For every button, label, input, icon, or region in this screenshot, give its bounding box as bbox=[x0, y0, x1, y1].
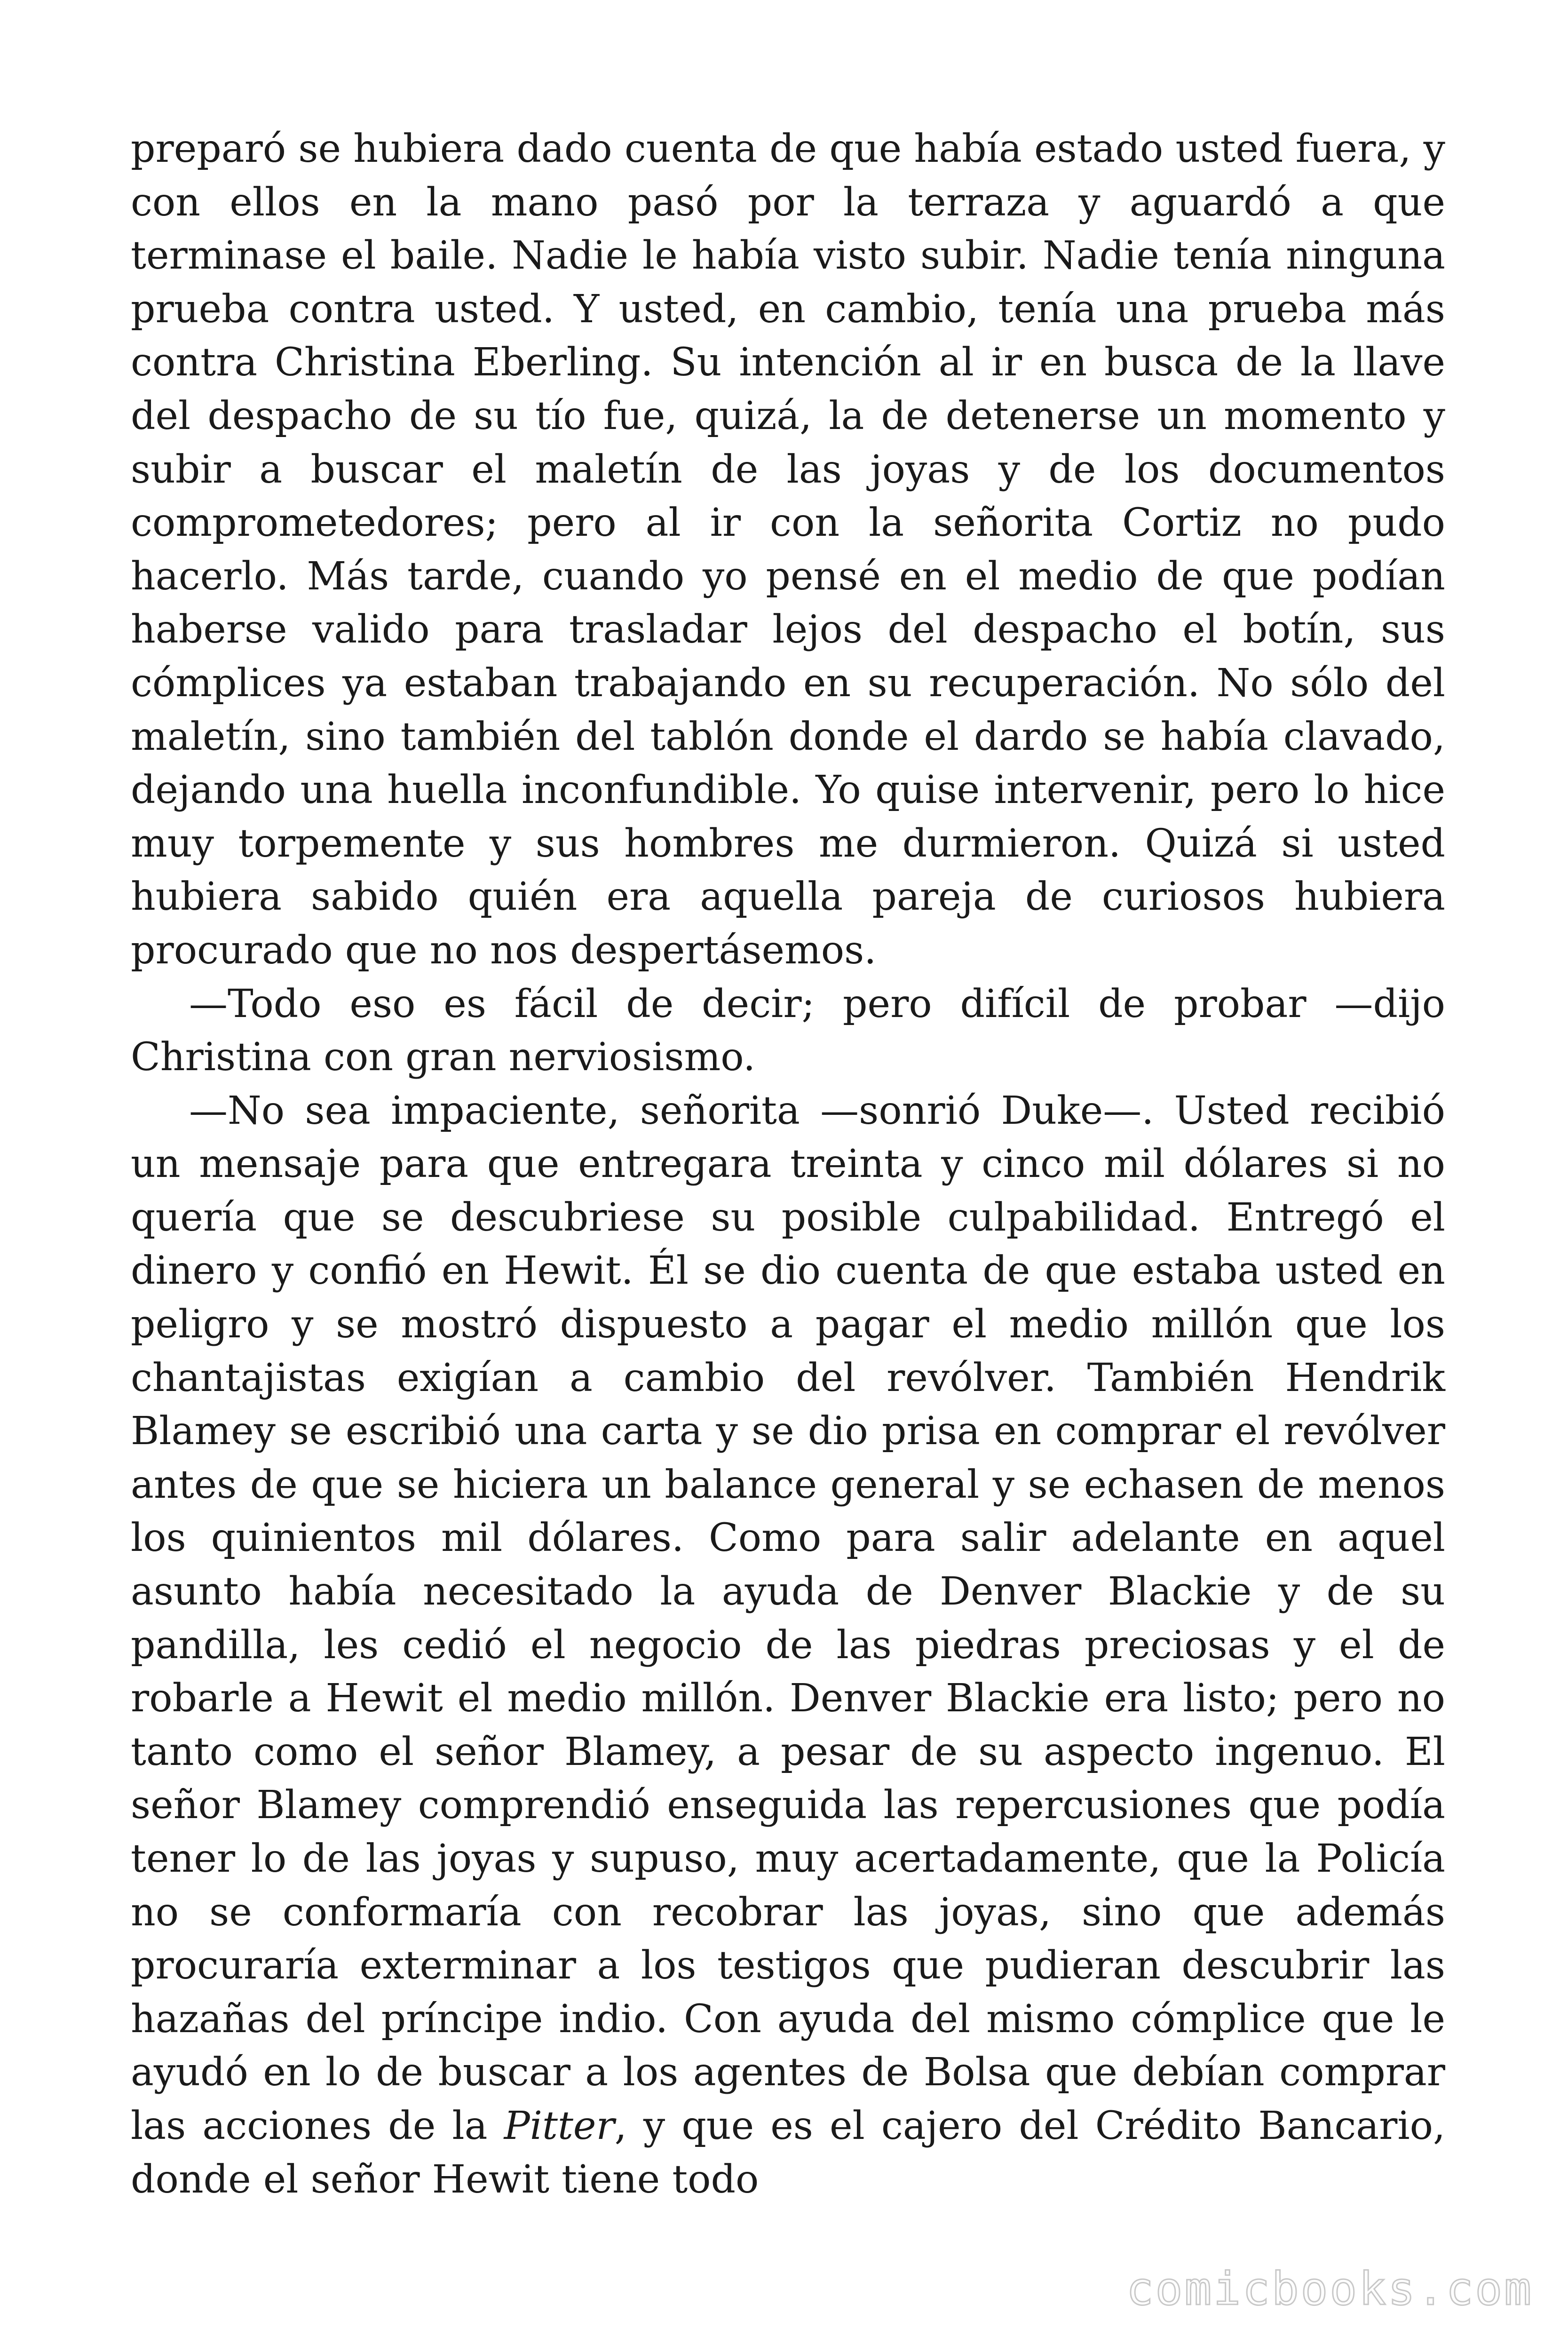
paragraph-1: preparó se hubiera dado cuenta de que había estado usted fuera, y con ellos en la mano pasó por la terraza y aguardó a que terminase el baile. Nadie le había visto subir. Nadie tenía ninguna prueba contra usted. Y usted, en cambio, tenía una prueba más contra Christina Eberling. Su intención al ir en busca de la llave del despacho de su tío fue, quizá, la de detenerse un momento y subir a buscar el maletín de las joyas y de los documentos comprometedores; pero al ir con la señorita Cortiz no pudo hacerlo. Más tarde, cuando yo pensé en el medio de que podían haberse valido para trasladar lejos del despacho el botín, sus cómplices ya estaban trabajando en su recuperación. No sólo del maletín, sino también del tablón donde el dardo se había clavado, dejando una huella inconfundible. Yo quise intervenir, pero lo hice muy torpemente y sus hombres me durmieron. Quizá si usted hubiera sabido quién era aquella pareja de curiosos hubiera procurado que no nos despertásemos. bbox=[131, 127, 1445, 973]
page-body bbox=[131, 122, 1445, 2206]
paragraph-3-text-before: —No sea impaciente, señorita —sonrió Duke—. Usted recibió un mensaje para que entregara treinta y cinco mil dólares si no quería que se descubriese su posible culpabilidad. Entregó el dinero y confió en Hewit. Él se dio cuenta de que estaba usted en peligro y se mostró dispuesto a pagar el medio millón que los chantajistas exigían a cambio del revólver. También Hendrik Blamey se escribió una carta y se dio prisa en comprar el revólver antes de que se hiciera un balance general y se echasen de menos los quinientos mil dólares. Como para salir adelante en aquel asunto había necesitado la ayuda de Denver Blackie y de su pandilla, les cedió el negocio de las piedras preciosas y el de robarle a Hewit el medio millón. Denver Blackie era listo; pero no tanto como el señor Blamey, a pesar de su aspecto ingenuo. El señor Blamey comprendió enseguida las repercusiones que podía tener lo de las joyas y supuso, muy acertadamente, que la Policía no se conformaría con recobrar las joyas, sino que además procuraría exterminar a los testigos que pudieran descubrir las hazañas del príncipe indio. Con ayuda del mismo cómplice que le ayudó en lo de buscar a los agentes de Bolsa que debían comprar las acciones de la bbox=[131, 1088, 1445, 2148]
paragraph-3-italic-title: Pitter bbox=[504, 2103, 615, 2148]
paragraph-2: —Todo eso es fácil de decir; pero difícil de probar —dijo Christina con gran nerviosismo. bbox=[131, 981, 1445, 1080]
paragraph-3 bbox=[131, 1084, 1445, 2206]
watermark: comicbooks.com bbox=[1126, 2263, 1533, 2315]
paragraph-3-text-after: , y que es el cajero del Crédito Bancario, donde el señor Hewit tiene todo bbox=[131, 2103, 1446, 2202]
